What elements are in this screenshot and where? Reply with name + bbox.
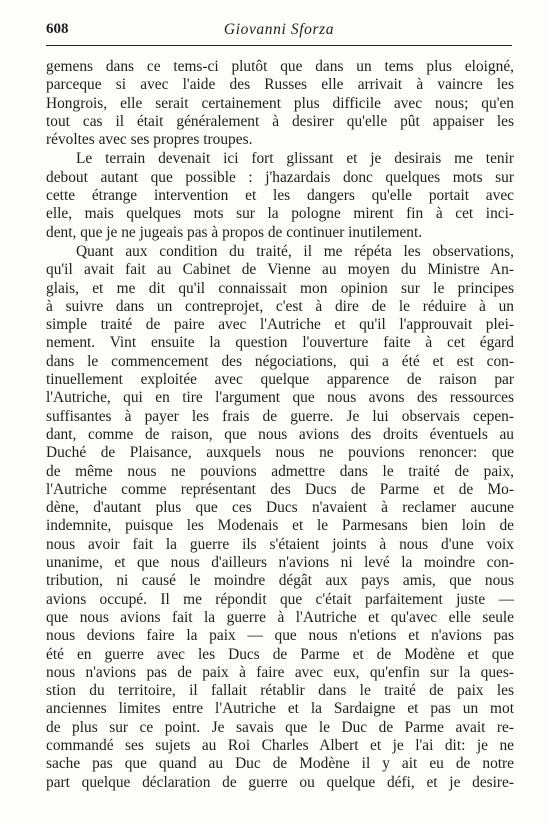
text-line: elle, mais quelques mots sur la pologne mirent fin à cet inci-: [46, 205, 514, 223]
text-line: révoltes avec ses propres troupes.: [46, 131, 253, 149]
running-head: Giovanni Sforza: [223, 21, 335, 38]
text-line: unanime, et que nous d'ailleurs n'avions ni levé la moindre con-: [46, 554, 514, 572]
body-text: [46, 58, 514, 792]
text-line: nous devions faire la paix — que nous n'etions et n'avions pas: [46, 627, 514, 645]
text-line: part quelque déclaration de guerre ou quelque défi, et je desire-: [46, 773, 514, 791]
text-line: debout autant que possible : j'hazardais donc quelques mots sur: [46, 168, 514, 186]
text-line: Le terrain devenait ici fort glissant et je desirais me tenir: [76, 150, 514, 168]
text-line: dant, comme de raison, que nous avions des droits éventuels au: [46, 425, 514, 443]
text-line: gemens dans ce tems-ci plutôt que dans un tems plus eloigné,: [46, 58, 514, 75]
text-line: dène, d'autant plus que ces Ducs n'avaient à reclamer aucune: [46, 499, 514, 517]
text-line: simple traité de paire avec l'Autriche et qu'il l'approuvait plei-: [46, 316, 514, 334]
text-line: nement. Vint ensuite la question l'ouverture faite à cet égard: [46, 334, 514, 352]
text-line: l'Autriche comme représentant des Ducs de Parme et de Mo-: [46, 480, 514, 498]
text-line: cette étrange intervention et les dangers qu'elle portait avec: [46, 187, 514, 205]
text-line: parceque si avec l'aide des Russes elle arrivait à vaincre les: [46, 76, 514, 94]
text-line: commandé ses sujets au Roi Charles Albert et je l'ai dit: je ne: [46, 736, 514, 754]
text-line: nous avoir fait la guerre ils s'étaient joints à nous d'une voix: [46, 535, 514, 553]
text-line: anciennes limites entre l'Autriche et la Sardaigne et pas un mot: [46, 700, 514, 718]
text-line: Quant aux condition du traité, il me répéta les observations,: [76, 242, 514, 260]
text-line: de même nous ne pouvions admettre dans le traité de paix,: [46, 462, 514, 480]
text-line: de plus sur ce point. Je savais que le Duc de Parme avait re-: [46, 718, 514, 736]
text-line: que nous avions fait la guerre à l'Autriche et qu'avec elle seule: [46, 608, 514, 626]
text-line: tribution, ni causé le moindre dégât aux pays amis, que nous: [46, 572, 514, 590]
text-line: l'Autriche, qui en tire l'argument que nous avons des ressources: [46, 389, 514, 407]
text-line: tout cas il était généralement à desirer qu'elle pût appaiser les: [46, 112, 514, 130]
text-line: Hongrois, elle serait certainement plus difficile avec nous; qu'en: [46, 94, 514, 112]
text-line: indemnite, puisque les Modenais et le Parmesans bien loin de: [46, 517, 514, 535]
text-line: Duché de Plaisance, auxquels nous ne pouvions renoncer: que: [46, 444, 514, 462]
page-header: [46, 17, 512, 46]
text-line: sache pas que quand au Duc de Modène il y ait eu de notre: [46, 755, 514, 773]
text-line: stion du territoire, il fallait rétablir dans le traité de paix les: [46, 682, 514, 700]
text-line: à suivre dans un contreprojet, c'est à dire de le réduire à un: [46, 297, 514, 315]
page-number: 608: [46, 21, 69, 37]
text-line: dent, que je ne jugeais pas à propos de continuer inutilement.: [46, 223, 423, 241]
text-line: nous n'avions pas de paix à faire avec eux, qu'enfin sur la ques-: [46, 663, 514, 681]
text-line: avions occupé. Il me répondit que c'était parfaitement juste —: [46, 590, 514, 608]
text-line: tinuellement exploitée avec quelque apparence de raison par: [46, 371, 514, 389]
text-line: dans le commencement des négociations, qui a été et est con-: [46, 352, 514, 370]
text-line: glais, et me dit qu'il connaissait mon opinion sur le principes: [46, 279, 514, 297]
text-line: suffisantes à payer les frais de guerre. Je lui observais cepen-: [46, 407, 514, 425]
text-line: qu'il avait fait au Cabinet de Vienne au moyen du Ministre An-: [46, 261, 514, 279]
text-line: été en guerre avec les Ducs de Parme et de Modène et que: [46, 645, 514, 663]
